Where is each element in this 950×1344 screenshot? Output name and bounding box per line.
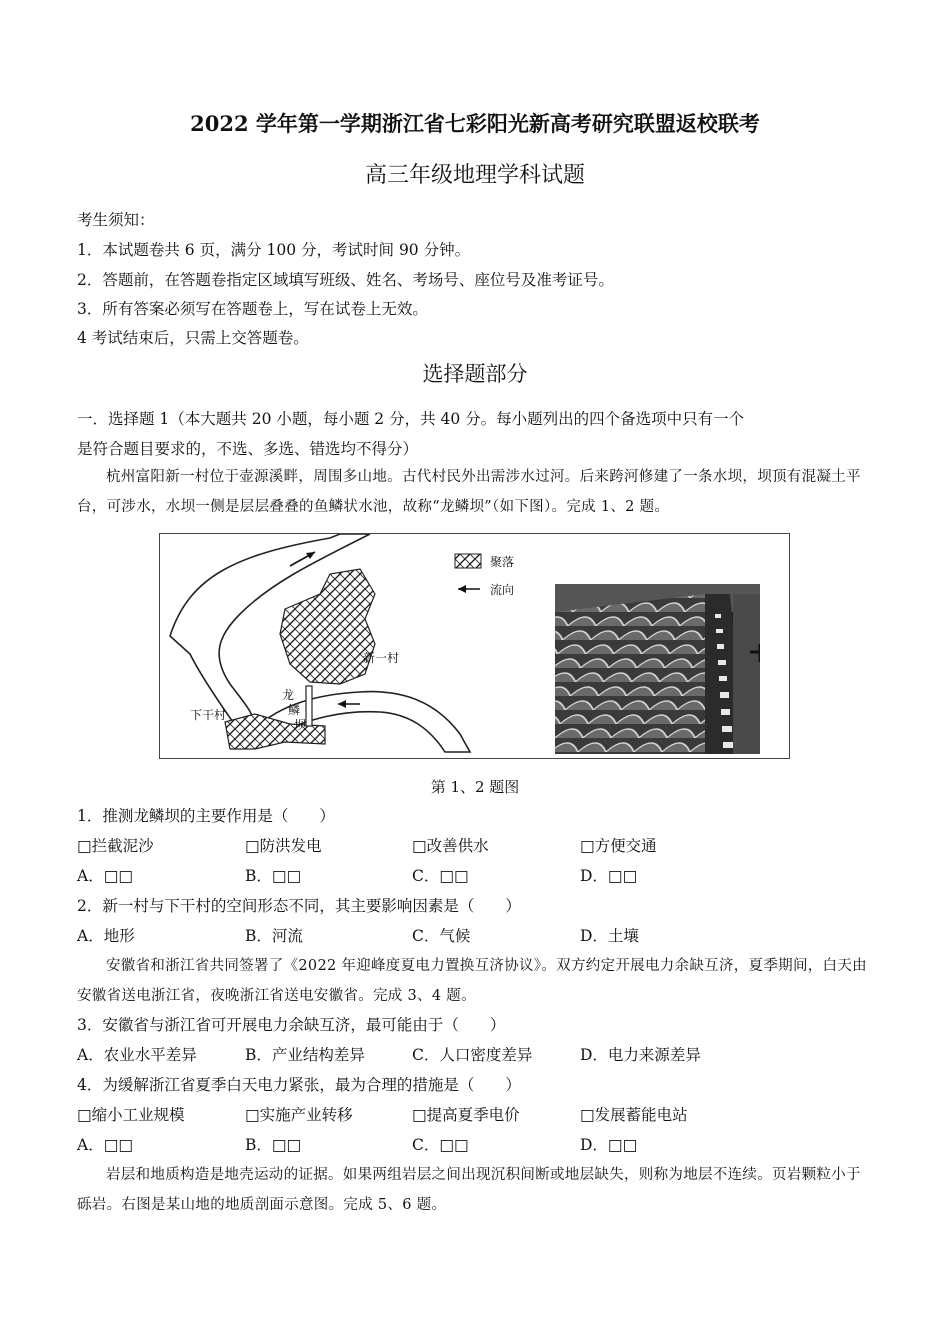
figure-1-2 (159, 533, 790, 759)
q4-item-2: □实施产业转移 (245, 1106, 353, 1124)
figure-caption: 第 1、2 题图 (430, 778, 520, 796)
q1-item-4: □方便交通 (580, 837, 657, 855)
q4-choice-d[interactable]: D．□□ (580, 1136, 638, 1154)
q1-choice-d[interactable]: D．□□ (580, 867, 638, 885)
question-3-stem: 3．安徽省与浙江省可开展电力余缺互济，最可能由于（ ） (77, 1016, 506, 1034)
notice-item: 1．本试题卷共 6 页，满分 100 分，考试时间 90 分钟。 (77, 241, 471, 259)
q4-choice-b[interactable]: B．□□ (245, 1136, 302, 1154)
q1-item-2: □防洪发电 (245, 837, 322, 855)
passage-2: 安徽省和浙江省共同签署了《2022 年迎峰度夏电力置换互济协议》。双方约定开展电力余缺互济，夏季期间，白天由安徽省送电浙江省，夜晚浙江省送电安徽省。完成 3、4 题。 (77, 958, 867, 1004)
q4-choice-a[interactable]: A．□□ (77, 1136, 133, 1154)
q1-item-3: □改善供水 (412, 837, 489, 855)
label-dam-2: 鳞 (288, 703, 301, 717)
q3-choice-c[interactable]: C．人口密度差异 (412, 1046, 533, 1064)
legend-settlement-swatch (455, 554, 481, 568)
q4-choice-c[interactable]: C．□□ (412, 1136, 469, 1154)
instructions-line: 一．选择题 1（本大题共 20 小题，每小题 2 分，共 40 分。每小题列出的四个备选项中只有一个 (77, 410, 745, 428)
label-xiagancun: 下干村 (190, 708, 227, 722)
q3-choice-b[interactable]: B．产业结构差异 (245, 1046, 365, 1064)
q1-choice-a[interactable]: A．□□ (77, 867, 133, 885)
instructions-line: 是符合题目要求的，不选、多选、错选均不得分） (77, 440, 419, 458)
notice-item: 2．答题前，在答题卷指定区域填写班级、姓名、考场号、座位号及准考证号。 (77, 271, 614, 289)
q4-item-1: □缩小工业规模 (77, 1106, 185, 1124)
notice-heading: 考生须知： (77, 211, 155, 229)
legend-settlement-label: 聚落 (490, 555, 515, 569)
exam-subtitle: 高三年级地理学科试题 (364, 163, 585, 188)
label-xinyicun: 新一村 (363, 651, 400, 665)
q3-choice-a[interactable]: A．农业水平差异 (77, 1046, 197, 1064)
passage-3: 岩层和地质构造是地壳运动的证据。如果两组岩层之间出现沉积间断或地层缺失，则称为地层不连续。页岩颗粒小于砾岩。右图是某山地的地质剖面示意图。完成 5、6 题。 (77, 1167, 861, 1213)
q3-choice-d[interactable]: D．电力来源差异 (580, 1046, 701, 1064)
notice-item: 3．所有答案必须写在答题卷上，写在试卷上无效。 (77, 300, 428, 318)
exam-title: 2022 学年第一学期浙江省七彩阳光新高考研究联盟返校联考 (190, 111, 760, 136)
question-2-stem: 2．新一村与下干村的空间形态不同，其主要影响因素是（ ） (77, 897, 521, 915)
q2-choice-c[interactable]: C．气候 (412, 927, 471, 945)
longlin-dam (306, 686, 312, 726)
q2-choice-a[interactable]: A．地形 (77, 927, 135, 945)
q2-choice-d[interactable]: D．土壤 (580, 927, 639, 945)
dam-photo (555, 584, 760, 754)
label-dam-1: 龙 (282, 688, 295, 702)
q4-item-3: □提高夏季电价 (412, 1106, 520, 1124)
q1-choice-b[interactable]: B．□□ (245, 867, 302, 885)
legend-flow-label: 流向 (490, 583, 515, 597)
q4-item-4: □发展蓄能电站 (580, 1106, 688, 1124)
passage-1: 杭州富阳新一村位于壶源溪畔，周围多山地。古代村民外出需涉水过河。后来跨河修建了一条水坝，坝顶有混凝土平台，可涉水，水坝一侧是层层叠叠的鱼鳞状水池，故称“龙鳞坝”（如下图）。完成 1、2 题。 (77, 469, 861, 515)
q1-item-1: □拦截泥沙 (77, 837, 154, 855)
settlement-xinyicun (280, 569, 375, 684)
river-map (160, 534, 540, 758)
label-dam-3: 坝 (294, 718, 307, 732)
question-1-stem: 1．推测龙鳞坝的主要作用是（ ） (77, 807, 335, 825)
notice-item: 4 考试结束后，只需上交答题卷。 (77, 329, 309, 347)
q1-choice-c[interactable]: C．□□ (412, 867, 469, 885)
section-title: 选择题部分 (422, 362, 528, 386)
q2-choice-b[interactable]: B．河流 (245, 927, 303, 945)
question-4-stem: 4．为缓解浙江省夏季白天电力紧张，最为合理的措施是（ ） (77, 1076, 521, 1094)
